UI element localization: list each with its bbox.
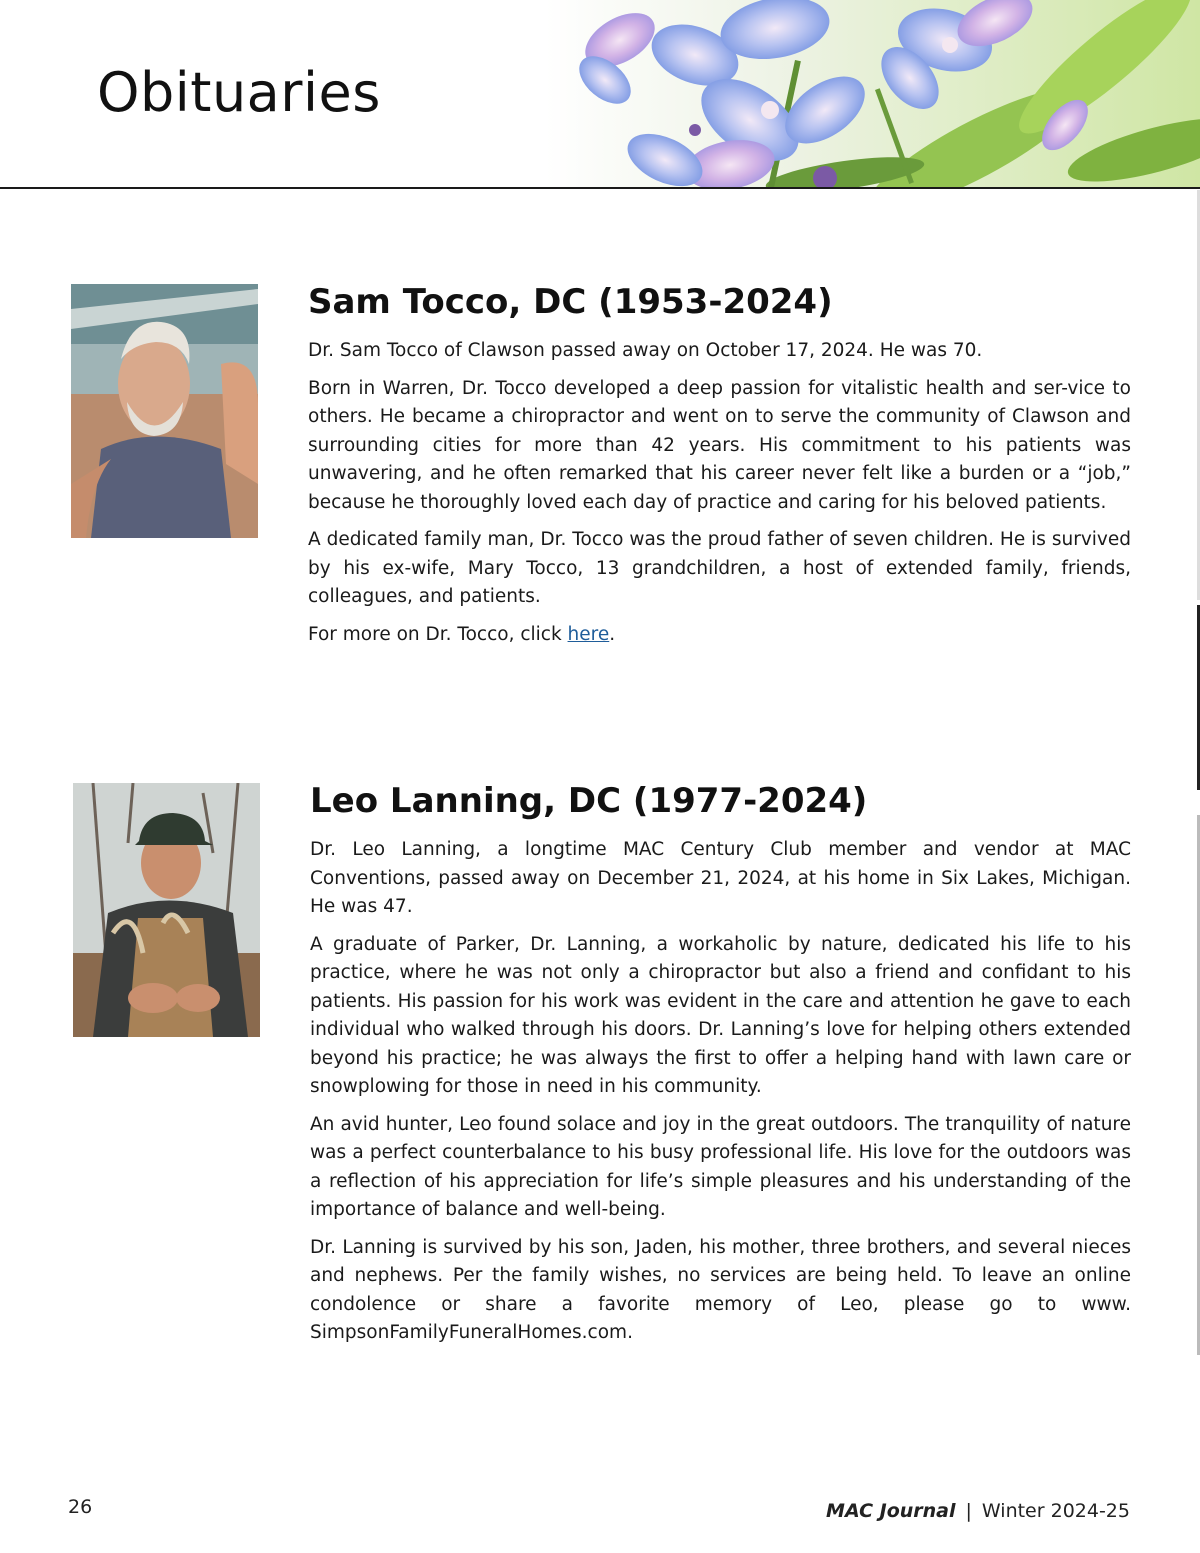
obituary-paragraph: Dr. Leo Lanning, a longtime MAC Century Club member and vendor at MAC Conventions, passed away on December 21, 2024, at his home in Six Lakes, Michigan. He was 47. (310, 839, 1131, 918)
obituary-paragraph: An avid hunter, Leo found solace and joy in the great outdoors. The tranquility of nature was a perfect counterbalance to his busy professional life. His love for the outdoors was a reflection of his appreciation for life’s simple pleasures and his understanding of the importance of balance and well-being. (310, 1113, 1131, 1221)
obituary-name: Leo Lanning, DC (1977-2024) (310, 781, 868, 821)
page-title: Obituaries (97, 61, 381, 124)
obituary-name: Sam Tocco, DC (1953-2024) (308, 282, 833, 322)
obituary-entry (308, 284, 1131, 658)
header-divider (0, 187, 1200, 189)
flower-banner-image (545, 0, 1200, 187)
obituary-paragraph: A dedicated family man, Dr. Tocco was the proud father of seven children. He is survived by his ex-wife, Mary Tocco, 13 grandchildren, a host of extended family, friends, colleagues, and patients. (308, 529, 1131, 608)
obituary-paragraph: A graduate of Parker, Dr. Lanning, a workaholic by nature, dedicated his life to his practice, where he was not only a chiropractor but also a friend and confidant to his patients. His passion for his work was evident in the care and attention he gave to each individual who walked through his doors. Dr. Lanning’s love for helping others extended beyond his practice; he was always the first to offer a helping hand with lawn care or snowplowing for those in need in his community. (310, 933, 1131, 1098)
obituary-paragraph: Born in Warren, Dr. Tocco developed a deep passion for vitalistic health and ser-vice to others. He became a chiropractor and went on to serve the community of Clawson and surrounding cities for more than 42 years. His commitment to his patients was unwavering, and he often remarked that his career never felt like a burden or a “job,” because he thoroughly loved each day of practice and caring for his beloved patients. (308, 377, 1131, 513)
obituary-paragraph: Dr. Lanning is survived by his son, Jaden, his mother, three brothers, and several nieces and nephews. Per the family wishes, no services are being held. To leave an online condolence or share a favorite memory of Leo, please go to www. SimpsonFamilyFuneralHomes.com. (310, 1236, 1131, 1344)
leo-lanning-photo (73, 783, 260, 1037)
page-footer (826, 1500, 1130, 1522)
more-info-text: For more on Dr. Tocco, click (308, 623, 568, 645)
obituary-paragraph: Dr. Sam Tocco of Clawson passed away on October 17, 2024. He was 70. (308, 340, 983, 362)
page-header (0, 0, 1200, 190)
more-info-period: . (609, 623, 616, 645)
here-link[interactable]: here (567, 623, 610, 645)
footer-separator: | (965, 1500, 972, 1522)
journal-name: MAC Journal (826, 1500, 956, 1522)
issue-label: Winter 2024-25 (981, 1500, 1130, 1522)
page-number: 26 (68, 1496, 93, 1518)
more-info-line (308, 621, 1131, 650)
sam-tocco-photo (71, 284, 258, 538)
obituary-entry (310, 783, 1131, 1357)
